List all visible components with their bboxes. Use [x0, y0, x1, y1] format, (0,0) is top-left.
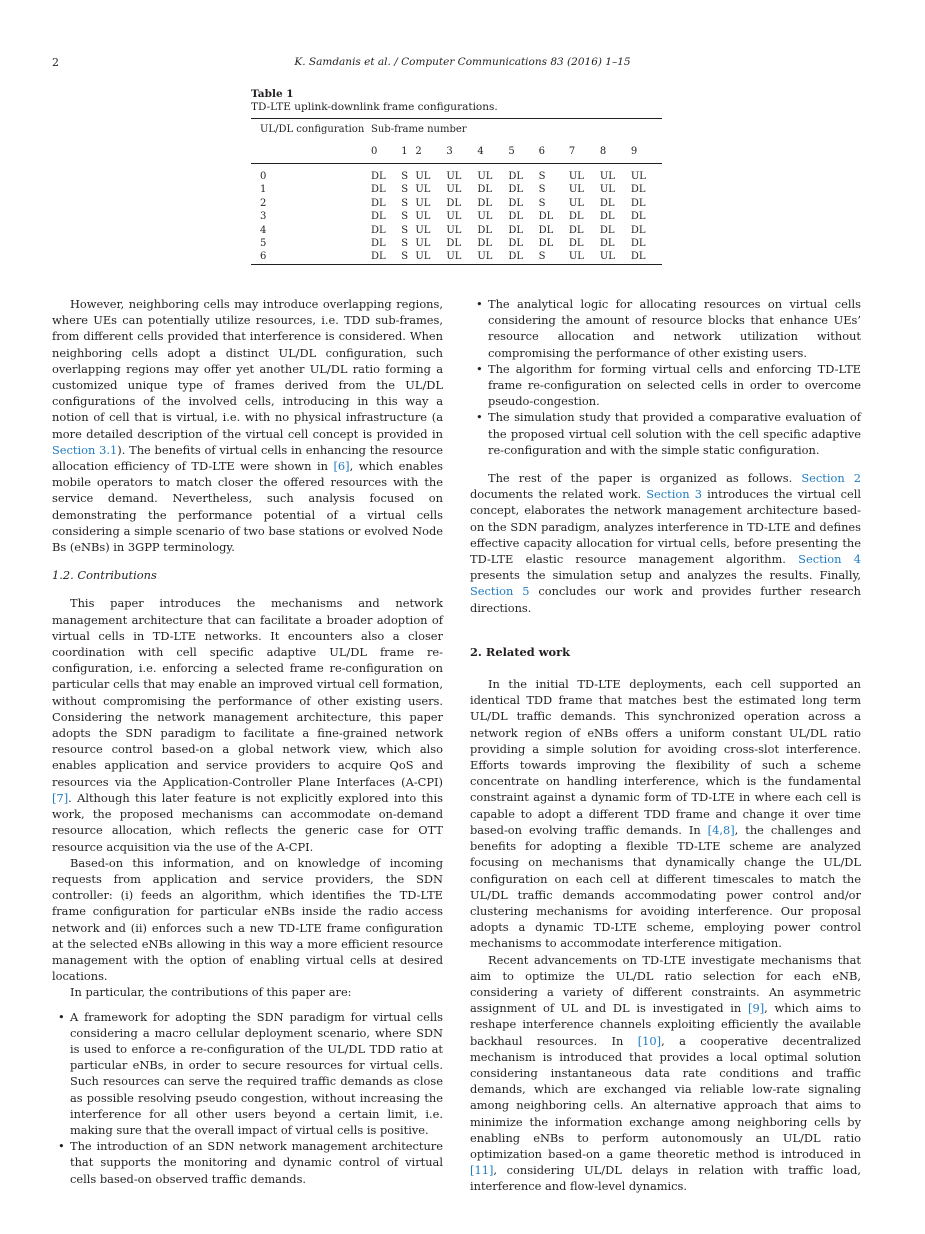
frame-config-table — [251, 118, 662, 265]
subframe-header: 1 — [401, 141, 415, 164]
table-cell: DL — [508, 224, 524, 236]
table-cell: S — [538, 197, 546, 209]
config-cell: 2 — [260, 197, 267, 209]
table-cell: DL — [371, 197, 386, 209]
table-cell: DL — [599, 224, 615, 236]
table-cell: UL — [477, 211, 493, 223]
table-cell: S — [401, 211, 409, 223]
table-cell: S — [538, 251, 546, 263]
col-header-spacer — [251, 141, 371, 164]
reference-link[interactable]: Section 2 — [801, 471, 861, 486]
table-cell: DL — [630, 197, 646, 209]
group-header: Sub-frame number — [371, 124, 467, 135]
left-column — [52, 296, 443, 1187]
table-cell: DL — [371, 251, 386, 263]
subframe-header: 9 — [631, 141, 662, 164]
reference-link[interactable]: Section 3 — [646, 487, 702, 502]
table-cell: DL — [508, 251, 524, 263]
list-item: • The introduction of an SDN network management architecture that supports the monitoring and dynamic control of virtual cells based-on observed traffic demands. — [52, 1138, 443, 1187]
text-segment: presents the simulation setup and analyzes the results. Finally, — [470, 568, 861, 583]
table-cell: UL — [599, 171, 615, 182]
table-row — [251, 164, 662, 184]
table-cell: DL — [371, 211, 386, 223]
table-cell: DL — [477, 224, 493, 236]
table-cell: DL — [599, 211, 615, 223]
text-segment: concludes our work and provides further research directions. — [470, 584, 861, 615]
table-cell: S — [401, 184, 409, 196]
table-cell: DL — [630, 238, 646, 250]
contributions-paragraph-1 — [52, 595, 443, 854]
table-cell: DL — [599, 197, 615, 209]
table-cell: UL — [415, 251, 431, 263]
table-cell: DL — [371, 184, 386, 196]
table-cell: DL — [630, 211, 646, 223]
table-row — [251, 197, 662, 210]
table-cell: DL — [538, 238, 554, 250]
table-cell: DL — [508, 238, 524, 250]
table-cell: DL — [477, 197, 493, 209]
table-cell: DL — [508, 211, 524, 223]
related-work-paragraph-1 — [470, 676, 861, 951]
table-cell: UL — [568, 171, 584, 182]
table-cell: DL — [477, 184, 493, 196]
table-cell: UL — [446, 171, 462, 182]
table-cell: UL — [568, 197, 584, 209]
reference-link[interactable]: [11] — [470, 1163, 494, 1178]
table-cell: DL — [508, 171, 524, 182]
text-segment: , which enables mobile operators to match closer the offered resources with the service demand. Nevertheless, such analysis focused on demonstrating the performance potential of a virtual cells considering a simple scenario of two base stations or evolved Node Bs (eNBs) in 3GPP terminology. — [52, 459, 444, 555]
table-cell: UL — [415, 197, 431, 209]
contributions-paragraph-3: In particular, the contributions of this paper are: — [70, 985, 352, 1000]
table-cell: UL — [446, 184, 462, 196]
reference-link[interactable]: Section 4 — [798, 552, 861, 567]
table-row — [251, 250, 662, 264]
list-item: • The simulation study that provided a comparative evaluation of the proposed virtual cell solution with the cell specific adaptive re-configuration and with the simple static configuration. — [470, 409, 861, 458]
config-cell: 6 — [260, 251, 267, 263]
table-cell: DL — [538, 211, 554, 223]
reference-link[interactable]: [4,8] — [707, 822, 735, 837]
table-cell: DL — [446, 197, 462, 209]
text-segment: introduces the virtual cell concept, elaborates the network management architecture based-on the SDN paradigm, analyzes interference in TD-LTE and defines effective capacity allocation for virtual cells, before presenting the TD-LTE elastic resource management algorithm. — [470, 487, 861, 567]
table-cell: UL — [477, 171, 493, 182]
text-segment: This paper introduces the mechanisms and network management architecture that can facilitate a broader adoption of virtual cells in TD-LTE networks. It encounters also a closer coordination with cell specific adaptive UL/DL frame re-configuration, i.e. enforcing a selected frame re-configuration on particular cells that may enable an improved virtual cell formation, without compromising the performance of other existing users. Considering the network management architecture, this paper adopts the SDN paradigm to facilitate a fine-grained network resource control based-on a global network view, which also enables application and service providers to acquire QoS and resources via the Application-Controller Plane Interfaces (A-CPI) — [52, 596, 443, 789]
table-cell: UL — [568, 251, 584, 263]
table-cell: UL — [599, 251, 615, 263]
subframe-header: 4 — [477, 141, 508, 164]
table-cell: UL — [568, 184, 584, 196]
table-cell: S — [538, 171, 546, 182]
reference-link[interactable]: Section 5 — [470, 584, 530, 599]
text-segment: However, neighboring cells may introduce overlapping regions, where UEs can potentially utilize resources, i.e. TDD sub-frames, from different cells provided that interference is considered. When neighboring cells adopt a distinct UL/DL configuration, such overlapping regions may offer yet another UL/DL ratio forming a customized unique type of frames derived from the UL/DL configurations of the involved cells, introducing in this way a notion of cell that is virtual, i.e. with no physical infrastructure (a more detailed description of the virtual cell concept is provided in — [52, 297, 443, 441]
table-row — [251, 210, 662, 223]
table-row — [251, 224, 662, 237]
table-cell: S — [401, 251, 409, 263]
table-caption — [251, 88, 498, 114]
contributions-list-right — [470, 296, 861, 458]
contributions-list-left — [52, 1009, 443, 1187]
list-item: • A framework for adopting the SDN paradigm for virtual cells considering a macro cellular deployment scenario, where SDN is used to enforce a re-configuration of the UL/DL TDD ratio at particular eNBs, in order to secure resources for virtual cells. Such resources can serve the required traffic demands as close as possible resolving pseudo congestion, without increasing the interference for all other users beyond a certain limit, i.e. making sure that the overall impact of virtual cells is positive. — [52, 1009, 443, 1139]
table-cell: DL — [371, 171, 386, 182]
subframe-header: 2 — [415, 141, 446, 164]
text-segment: In the initial TD-LTE deployments, each cell supported an identical TDD frame that matches best the estimated long term UL/DL traffic demands. This synchronized operation across a network region of eNBs offers a uniform constant UL/DL ratio providing a simple solution for avoiding cross-slot interference. Efforts towards improving the flexibility of such a scheme concentrate on handling interference, which is the fundamental constraint against a dynamic form of TD-LTE in where each cell is capable to adopt a different TDD frame and change it over time based-on evolving traffic demands. In — [470, 677, 861, 837]
subframe-header: 6 — [539, 141, 569, 164]
right-column — [470, 296, 861, 1195]
table-cell: UL — [415, 211, 431, 223]
table-row — [251, 183, 662, 196]
reference-link[interactable]: Section 3.1 — [52, 442, 118, 457]
config-cell: 1 — [260, 184, 267, 196]
reference-link[interactable]: [10] — [637, 1033, 662, 1048]
table-row — [251, 237, 662, 250]
organization-paragraph — [470, 470, 861, 616]
reference-link[interactable]: [7] — [52, 790, 69, 805]
text-segment: documents the related work. — [470, 487, 647, 502]
subframe-header: 0 — [371, 141, 401, 164]
table-cell: S — [538, 184, 546, 196]
config-cell: 4 — [260, 224, 267, 236]
subframe-header: 3 — [446, 141, 477, 164]
text-segment: , the challenges and benefits for adopting a flexible TD-LTE scheme are analyzed focusing on mechanisms that dynamically change the UL/DL configuration on each cell at different timescales to match the UL/DL traffic demands accommodating power control and/or clustering mechanisms for avoiding interference. Our proposal adopts a dynamic TD-LTE scheme, employing power control mechanisms to accommodate interference mitigation. — [470, 822, 861, 951]
contributions-heading: 1.2. Contributions — [52, 568, 157, 583]
table-cell: DL — [538, 224, 554, 236]
table-caption-text: TD-LTE uplink-downlink frame configurations. — [251, 101, 498, 113]
table-cell: UL — [446, 224, 462, 236]
subframe-header: 7 — [569, 141, 600, 164]
table-cell: S — [401, 171, 409, 182]
table-cell: UL — [446, 211, 462, 223]
table-cell: UL — [446, 251, 462, 263]
table-cell: DL — [630, 251, 646, 263]
table-cell: UL — [415, 238, 431, 250]
table-cell: DL — [446, 238, 462, 250]
table-cell: DL — [599, 238, 615, 250]
table-cell: DL — [371, 238, 386, 250]
list-item: • The algorithm for forming virtual cells and enforcing TD-LTE frame re-configuration on selected cells in order to overcome pseudo-congestion. — [470, 361, 861, 410]
page-number: 2 — [52, 56, 59, 69]
reference-link[interactable]: [9] — [748, 1001, 765, 1016]
running-head: K. Samdanis et al. / Computer Communications 83 (2016) 1–15 — [294, 56, 631, 68]
table-cell: DL — [568, 238, 584, 250]
reference-link[interactable]: [6] — [333, 459, 350, 474]
table-cell: UL — [630, 171, 646, 182]
config-cell: 0 — [260, 171, 267, 182]
table-cell: UL — [415, 224, 431, 236]
text-segment: , which aims to reshape interference channels exploiting efficiently the available backhaul resources. In — [470, 1001, 861, 1048]
config-cell: 5 — [260, 238, 267, 250]
text-segment: ). The benefits of virtual cells in enhancing the resource allocation efficiency of TD-LTE were shown in — [52, 442, 443, 474]
table-cell: UL — [415, 184, 431, 196]
table-cell: UL — [415, 171, 431, 182]
text-segment: The rest of the paper is organized as follows. — [488, 471, 802, 486]
table-cell: S — [401, 197, 409, 209]
text-segment: , a cooperative decentralized mechanism is introduced that provides a local optimal solution considering instantaneous data rate conditions and traffic demands, which are exchanged via reliable low-rate signaling among neighboring cells. An alternative approach that aims to minimize the information exchange among neighboring cells by enabling eNBs to perform autonomously an UL/DL ratio optimization based-on a game theoretic method is introduced in — [470, 1033, 861, 1161]
subframe-header: 8 — [600, 141, 631, 164]
table-cell: S — [401, 238, 409, 250]
table-label: Table 1 — [251, 88, 294, 100]
table-cell: DL — [508, 197, 524, 209]
table-cell: DL — [630, 184, 646, 196]
table-cell: DL — [477, 238, 493, 250]
col-header: UL/DL configuration — [260, 124, 365, 135]
table-cell: DL — [568, 224, 584, 236]
intro-paragraph — [52, 296, 443, 555]
table-cell: DL — [630, 224, 646, 236]
table-cell: DL — [508, 184, 524, 196]
table-cell: UL — [599, 184, 615, 196]
config-cell: 3 — [260, 211, 267, 223]
related-work-paragraph-2 — [470, 952, 861, 1195]
related-work-heading: 2. Related work — [470, 644, 571, 659]
contributions-paragraph-2: Based-on this information, and on knowledge of incoming requests from application and service providers, the SDN controller: (i) feeds an algorithm, which identifies the TD-LTE frame configuration for particular eNBs inside the radio access network and (ii) enforces such a new TD-LTE frame configuration at the selected eNBs allowing in this way a more efficient resource management with the option of enabling virtual cells at desired locations. — [52, 855, 443, 984]
table-cell: S — [401, 224, 409, 236]
list-item: • The analytical logic for allocating resources on virtual cells considering the amount of resource blocks that enhance UEs’ resource allocation and network utilization without compromising the performance of other existing users. — [470, 296, 861, 361]
table-cell: DL — [371, 224, 386, 236]
text-segment: Recent advancements on TD-LTE investigate mechanisms that aim to optimize the UL/DL ratio selection for each eNB, considering a variety of different constraints. An asymmetric assignment of UL and DL is investigated in — [470, 952, 861, 1016]
text-segment: , considering UL/DL delays in relation with traffic load, interference and flow-level dynamics. — [470, 1163, 861, 1194]
subframe-header: 5 — [508, 141, 538, 164]
table-cell: UL — [477, 251, 493, 263]
table-cell: DL — [568, 211, 584, 223]
text-segment: . Although this later feature is not explicitly explored into this work, the proposed mechanisms can accommodate on-demand resource allocation, which reflects the generic case for OTT resource acquisition via the use of the A-CPI. — [52, 790, 443, 854]
